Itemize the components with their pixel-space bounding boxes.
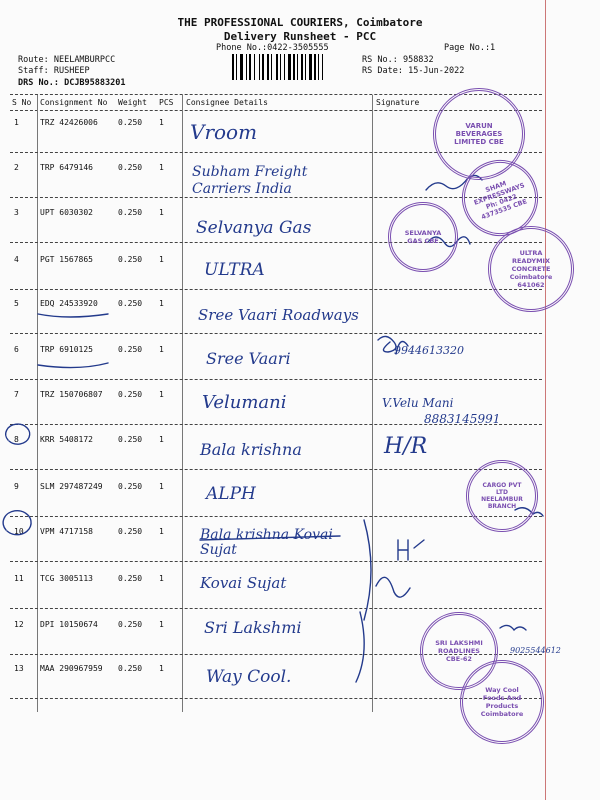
row-cn: TCG 3005113 xyxy=(40,574,93,583)
document-subtitle: Delivery Runsheet - PCC xyxy=(223,30,377,43)
row-pcs: 1 xyxy=(159,208,164,217)
row-cn: DPI 10150674 xyxy=(40,620,98,629)
row-pcs: 1 xyxy=(159,118,164,127)
bracket-stroke xyxy=(356,612,364,682)
row-wt: 0.250 xyxy=(118,390,143,399)
row-sno: 1 xyxy=(14,118,19,127)
handwritten-consignee: Sree Vaari xyxy=(206,349,291,368)
row-wt: 0.250 xyxy=(118,118,143,127)
col-pcs: PCS xyxy=(159,98,174,107)
row-cn: SLM 297487249 xyxy=(40,482,103,491)
underline-row-6 xyxy=(38,363,108,368)
handwritten-consignee: ALPH xyxy=(206,484,256,504)
cargo-branch-stamp: CARGO PVT LTD NEELAMBUR BRANCH xyxy=(466,460,538,532)
rs-no-line: RS No.: 958832 xyxy=(362,55,434,65)
drs-line: DRS No.: DCJB95883201 xyxy=(18,78,126,88)
row-wt: 0.250 xyxy=(118,664,143,673)
row-wt: 0.250 xyxy=(118,620,143,629)
signature-mark-10 xyxy=(398,540,424,560)
sham-expressways-stamp: SHAM EXPRESSWAYS Ph: 0422 4373535 CBE xyxy=(451,149,548,246)
col-sno: S No xyxy=(12,98,32,107)
selvanya-gas-stamp: SELVANYA GAS CBE xyxy=(388,202,458,272)
row-cn: KRR 5408172 xyxy=(40,435,93,444)
row-wt: 0.250 xyxy=(118,574,143,583)
row-wt: 0.250 xyxy=(118,345,143,354)
handwritten-consignee: Sree Vaari Roadways xyxy=(198,306,359,324)
handwritten-consignee: Selvanya Gas xyxy=(196,218,312,238)
row-wt: 0.250 xyxy=(118,299,143,308)
row-cn: UPT 6030302 xyxy=(40,208,93,217)
company-phone: Phone No.:0422-3505555 xyxy=(216,43,329,53)
row-pcs: 1 xyxy=(159,299,164,308)
row-pcs: 1 xyxy=(159,482,164,491)
strike-row-10 xyxy=(200,536,340,540)
row-wt: 0.250 xyxy=(118,435,143,444)
handwritten-consignee: Velumani xyxy=(202,392,287,413)
handwritten-consignee: Bala krishna Kovai Sujat xyxy=(200,527,333,558)
row-cn: MAA 290967959 xyxy=(40,664,103,673)
signature-name: V.Velu Mani xyxy=(382,396,454,410)
handwritten-consignee: Subham Freight Carriers India xyxy=(192,164,308,197)
handwritten-consignee: ULTRA xyxy=(204,260,265,280)
row-pcs: 1 xyxy=(159,435,164,444)
staff-line: Staff: RUSHEEP xyxy=(18,66,90,76)
signature-phone: 9944613320 xyxy=(394,344,464,357)
row-sno: 3 xyxy=(14,208,19,217)
signature-scribble xyxy=(376,577,410,597)
sri-lakshmi-roadlines-stamp: SRI LAKSHMI ROADLINES CBE-62 xyxy=(420,612,498,690)
row-pcs: 1 xyxy=(159,255,164,264)
row-cn: TRZ 42426006 xyxy=(40,118,98,127)
row-pcs: 1 xyxy=(159,664,164,673)
route-line: Route: NEELAMBURPCC xyxy=(18,55,116,65)
handwritten-consignee: Bala krishna xyxy=(200,440,302,459)
row-pcs: 1 xyxy=(159,620,164,629)
col-weight: Weight xyxy=(118,98,147,107)
row-cn: EDQ 24533920 xyxy=(40,299,98,308)
row-sno: 5 xyxy=(14,299,19,308)
varun-beverages-stamp: VARUN BEVERAGES LIMITED CBE xyxy=(433,88,525,180)
ultra-readymix-stamp: ULTRA READYMIX CONCRETE Coimbatore 641062 xyxy=(488,226,574,312)
row-cn: VPM 4717158 xyxy=(40,527,93,536)
row-cn: TRP 6479146 xyxy=(40,163,93,172)
rs-date-line: RS Date: 15-Jun-2022 xyxy=(362,66,465,76)
signature-scribble xyxy=(396,342,408,355)
row-cn: PGT 1567865 xyxy=(40,255,93,264)
row-sno: 7 xyxy=(14,390,19,399)
signature-scribble xyxy=(378,336,396,352)
handwritten-consignee: Vroom xyxy=(190,120,258,144)
row-wt: 0.250 xyxy=(118,527,143,536)
row-pcs: 1 xyxy=(159,163,164,172)
col-consignment: Consignment No xyxy=(40,98,108,107)
row-sno: 10 xyxy=(14,527,24,536)
row-pcs: 1 xyxy=(159,390,164,399)
row-sno: 11 xyxy=(14,574,24,583)
row-wt: 0.250 xyxy=(118,255,143,264)
handwritten-consignee: Way Cool. xyxy=(206,667,292,687)
row-cn: TRP 6910125 xyxy=(40,345,93,354)
row-sno: 2 xyxy=(14,163,19,172)
row-sno: 4 xyxy=(14,255,19,264)
col-consignee: Consignee Details xyxy=(186,98,268,107)
row-sno: 12 xyxy=(14,620,24,629)
row-circle-10 xyxy=(3,511,31,535)
row-sno: 9 xyxy=(14,482,19,491)
row-pcs: 1 xyxy=(159,527,164,536)
underline-row-5 xyxy=(38,314,108,317)
signature-scribble xyxy=(500,625,526,630)
page-number: Page No.:1 xyxy=(444,43,496,53)
row-wt: 0.250 xyxy=(118,208,143,217)
handwritten-consignee: Sri Lakshmi xyxy=(204,618,302,637)
row-pcs: 1 xyxy=(159,574,164,583)
row-sno: 8 xyxy=(14,435,19,444)
row-sno: 6 xyxy=(14,345,19,354)
bracket-stroke xyxy=(364,520,371,620)
row-pcs: 1 xyxy=(159,345,164,354)
row-sno: 13 xyxy=(14,664,24,673)
signature-phone: 8883145991 xyxy=(424,412,501,426)
row-wt: 0.250 xyxy=(118,482,143,491)
row-cn: TRZ 150706807 xyxy=(40,390,103,399)
row-wt: 0.250 xyxy=(118,163,143,172)
company-title: THE PROFESSIONAL COURIERS, Coimbatore xyxy=(177,16,423,29)
handwritten-consignee: Kovai Sujat xyxy=(200,574,287,592)
signature-mark: H/R xyxy=(384,434,428,459)
col-signature: Signature xyxy=(376,98,420,107)
signature-phone: 9025544612 xyxy=(510,646,561,655)
way-cool-foods-stamp: Way Cool Foods And Products Coimbatore xyxy=(460,660,544,744)
row-circle-8 xyxy=(6,424,30,444)
